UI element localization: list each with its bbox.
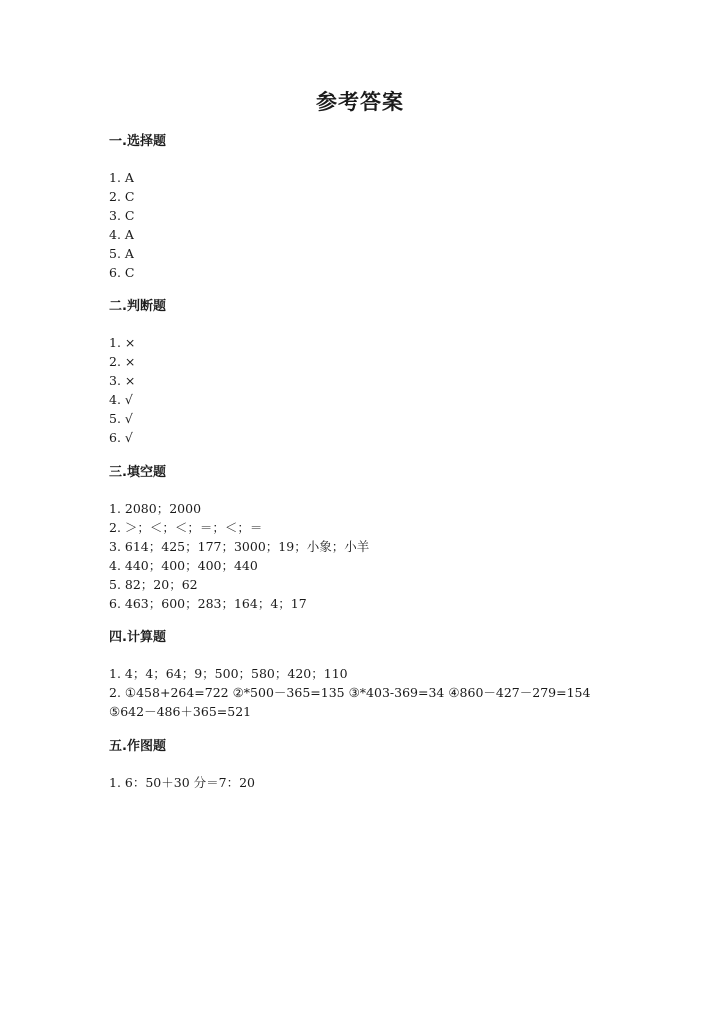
answer-line: 2. C bbox=[109, 189, 135, 204]
answer-line: 2. ①458+264=722 ②*500－365=135 ③*403-369=34 ④860－427－279=154 bbox=[109, 685, 591, 700]
answer-line: 6. C bbox=[109, 265, 135, 280]
answer-line: 3. × bbox=[109, 373, 136, 388]
answer-line: 6. √ bbox=[109, 430, 133, 445]
section-drawing bbox=[109, 737, 669, 792]
answer-line: 4. √ bbox=[109, 392, 133, 407]
section-calculation bbox=[109, 628, 669, 721]
answer-line: 5. A bbox=[109, 246, 134, 261]
answer-line: 4. 440；400；400；440 bbox=[109, 558, 258, 573]
section-heading: 一.选择题 bbox=[109, 134, 166, 149]
answer-line: 1. 2080；2000 bbox=[109, 501, 202, 516]
section-heading: 二.判断题 bbox=[109, 299, 166, 314]
answer-line: ⑤642－486＋365=521 bbox=[109, 704, 252, 719]
page-title: 参考答案 bbox=[316, 90, 404, 114]
answer-line: 3. C bbox=[109, 208, 135, 223]
answer-line: 5. √ bbox=[109, 411, 133, 426]
answer-line: 2. ＞；＜；＜；＝；＜；＝ bbox=[109, 520, 263, 535]
answer-line: 1. A bbox=[109, 170, 134, 185]
section-heading: 五.作图题 bbox=[109, 739, 166, 754]
answer-line: 2. × bbox=[109, 354, 136, 369]
answer-line: 4. A bbox=[109, 227, 134, 242]
section-multiple-choice bbox=[109, 132, 669, 282]
section-heading: 三.填空题 bbox=[109, 465, 166, 480]
answer-line: 5. 82；20；62 bbox=[109, 577, 198, 592]
section-fill-in-blanks bbox=[109, 463, 669, 613]
answer-line: 1. × bbox=[109, 335, 136, 350]
answer-line: 6. 463；600；283；164；4；17 bbox=[109, 596, 307, 611]
answer-line: 1. 6：50＋30 分＝7：20 bbox=[109, 775, 255, 790]
section-heading: 四.计算题 bbox=[109, 630, 166, 645]
section-true-false bbox=[109, 297, 669, 447]
answer-line: 1. 4；4；64；9；500；580；420；110 bbox=[109, 666, 348, 681]
answer-line: 3. 614；425；177；3000；19；小象；小羊 bbox=[109, 539, 370, 554]
